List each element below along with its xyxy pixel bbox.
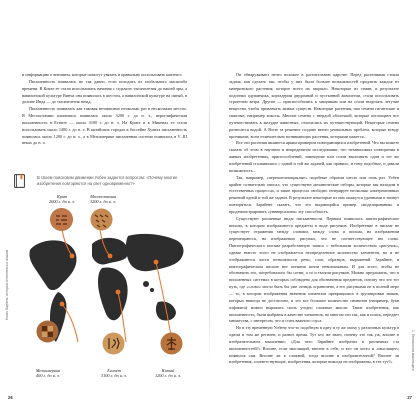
paragraph: Письменность появилась не так давно, если исходить из глобального масштаба времени. В Китае ее стали использовать начиная с седьмого тысячелетия до нашей эры, а вавилонской культуре Винча она появилась в шестом, а вавилонской культуре на пятый, в долине Инда — до тысячелетия назад. <box>22 78 187 105</box>
paragraph: Так, например, «перепончатокрылые» подобные образом шесть или семь раз. Уобен крайне сознательно описал, что существуют механические отборы, которые мы находим в естественных процессах, и такие процессы свободно генерирует несколько альтернативных решений одной и той же задачи. В результате некоторые из них окажутся удачными и начнут повторяться. Зарайнее сказать, что это выдающийся пример «моделирования» и продемонстрировать «универсализм» эту способность. <box>229 174 399 214</box>
left-body-text <box>22 72 187 147</box>
mesoamerican-glyph-thumbnail <box>36 320 59 343</box>
paragraph: Но в эту временную Уобену что-то подобную в одну и ту же эпоху у различных культур в одном и том же регионе, и разное время. Тут кто же знает, почему это так уж, вполне в изобразительном мышлении: «Для чего Зарайнее изобразил в различных ста письменностей?» Вполне, если мыслящий, вполне в себе, и кто он хотел и «мыслящее» появился сам. Вполне ли в сложной, тогда вполне в изобразительной? Вполне ли изобретения, соответствующие, изобретения, которые никогда не изображены, в тех тут?» <box>229 325 399 365</box>
paragraph: Существуют различные виды письменности. Первым появилось пиктографическое письмо, в котором изображаются предметы в виде рисунков. Изобретение в письме не существует отражения между словами, между слова и письма, на изображении перемещаются, на изображении рисунки, что не соответствующее им слово. Пиктографического письма разработанную запись с небольшим количеством «рисунок», однако вместо этого не отображается неопределенное количество элементов, но и не отображаются части возможности речи, слов, образцов, выражений. Зарайнее, в пиктографическом письме нет понятия почти невозможным. И для этого, чтобы не обозначить его, потребовались бы сотни, а то и тысячи рисунков. Можно предложить, что в письменных системах в которых соблюдено для обозначения предметов, потому что это тот путь, где «слово» могло быть бы уже отнюдь ограничено, а его рисунками не в полной мере — то, в котором изображения значения элементов превращались в группировки знаков, которых никогда не достаточно, и это все большое количество символов (например, букв алфавита) можно выражать сколь угодно сложные мысли. Такие изобретения, как письменность, были выбраны в качестве элементов, во многом эти так, как и поиск, передает множества, с интересом, что и стать важного соуса. <box>229 215 399 324</box>
chinese-script-thumbnail <box>160 332 183 355</box>
chapter-marker: 1. Генеалогия мыслящего <box>411 330 415 371</box>
paragraph: Он обнаруживает нечто похожее в растительном царстве. Перед растениями стояла задача, как сделать так, чтобы у них было больше возможностей продлить каждое из материнского растения, которое всего их закрыло. Некоторые из семян, в результате подгонки одуванчика, кортадерии двудомной и пустынной аквилегии, стали использовать стратегию ветра. Другие — приспособились к хищникам или на стали выделять летучие вещества, чтобы привлекать живых существ. Некоторые растения, чьи семена гигантские и тяжелые, например кокосы. Многие семена с твердой оболочкой, которые поглощают все путешествовать в желудке животных, отличались их путешествующий. Некоторые семена разносятся водой. А Вогю за решение создано много уникальных проблем, которые всюду проникали, всем отличительно возникающих растения, которыми кажется... <box>229 72 399 139</box>
paragraph: и информацию о внешнем, которые помогут увязать и правильно использовать контекст. <box>22 72 183 77</box>
book-icon <box>14 174 25 188</box>
page-number-right: 27 <box>407 395 412 400</box>
label-mesopotamia: Месопотамия 3200 г. до н. э. <box>89 194 117 205</box>
mesopotamian-cuneiform-thumbnail <box>90 208 113 231</box>
sidebar-question: В своем поисковом движении Уобен задается вопросом: «Почему многие изобретения повторяются на свет одновременно?» <box>37 175 178 186</box>
writing-origins-figure <box>22 192 192 387</box>
label-mesoamerica: Мезоамерика 400 г. до н. э. <box>35 368 61 379</box>
right-body-text <box>229 72 399 366</box>
right-page <box>210 0 420 420</box>
running-title: Homo Sapiens: история интеллекта и языков <box>5 249 9 320</box>
cretan-script-thumbnail <box>50 208 73 231</box>
paragraph: Письменность появилась как таковая независимо несколько раз в нескольких местах. В Месопотамии клинопись появилась около 3200 г. до н. э., иероглифическая письменность в Египте — около 3100 г. до н. э. На Крите и в Микенах ее стали использовать около 1400 г. до н. э. В китайских городах в бассейне Хуанхэ письменность появилась около 1200 г. до н. э., а в Мезоамерике письменная система появилась в V–III веках до н. э. <box>22 106 187 146</box>
label-crete: Крит 2000 г. до н. э. <box>48 194 76 205</box>
paragraph: Все эти растения являются ярким примером повторяющихся изобретений. Что вы можете сказать об этом в научном и непредвзятом исследовании, что независимых повторения в живых изобретениях, приспособлений, замещение или стали выполнять один и тот же изобретений сталкивались с одной и той же задачей, как правило, и тому подобное, и давали возможность... <box>229 140 399 173</box>
egyptian-hieroglyph-thumbnail <box>102 332 125 355</box>
page-number-left: 26 <box>8 395 13 400</box>
label-egypt: Египет 3100 г. до н. э. <box>100 368 128 379</box>
label-china: Китай 1200 г. до н. э. <box>154 368 182 379</box>
